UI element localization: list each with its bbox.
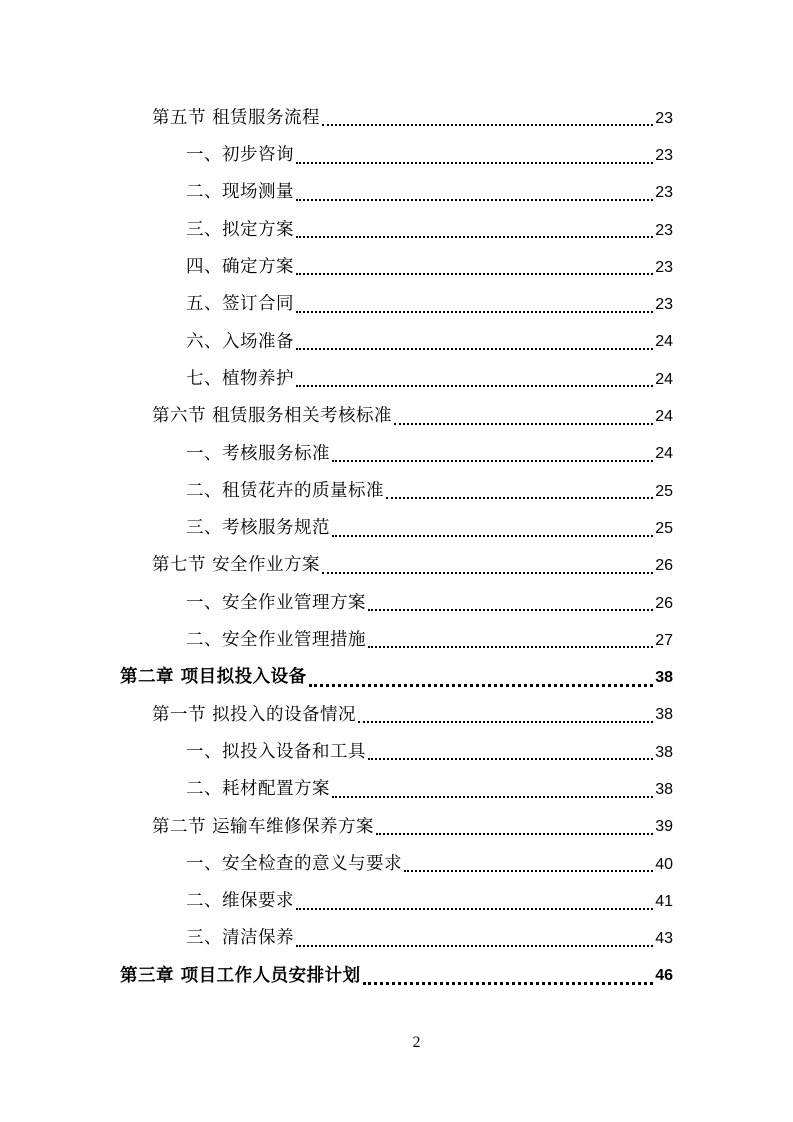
toc-entry-subsection[interactable]	[0, 771, 673, 808]
toc-dot-leader	[322, 571, 653, 574]
toc-entry-page: 24	[655, 445, 673, 463]
toc-entry-subsection[interactable]	[0, 212, 673, 249]
toc-dot-leader	[363, 981, 654, 985]
page-number: 2	[412, 1034, 421, 1051]
toc-entry-page: 27	[655, 631, 673, 649]
toc-entry-page: 40	[655, 855, 673, 873]
toc-dot-leader	[368, 608, 653, 611]
toc-entry-subsection[interactable]	[0, 286, 673, 323]
toc-entry-subsection[interactable]	[0, 510, 673, 547]
toc-entry-section[interactable]	[0, 398, 673, 435]
toc-entry-subsection[interactable]	[0, 175, 673, 212]
toc-entry-title: 第一节 拟投入的设备情况	[152, 704, 357, 725]
toc-entry-page: 39	[655, 818, 673, 836]
toc-dot-leader	[296, 235, 653, 238]
toc-entry-page: 43	[655, 930, 673, 948]
table-of-contents	[0, 100, 793, 995]
toc-entry-title: 三、清洁保养	[186, 928, 294, 949]
toc-dot-leader	[296, 161, 653, 164]
toc-entry-section[interactable]	[0, 548, 673, 585]
toc-dot-leader	[296, 347, 653, 350]
toc-entry-page: 24	[655, 408, 673, 426]
toc-entry-title: 二、租赁花卉的质量标准	[186, 480, 384, 501]
toc-dot-leader	[358, 720, 653, 723]
toc-entry-title: 一、安全检查的意义与要求	[186, 853, 402, 874]
toc-entry-title: 第三章 项目工作人员安排计划	[120, 965, 361, 986]
toc-entry-page: 23	[655, 109, 673, 127]
toc-entry-title: 第二节 运输车维修保养方案	[152, 816, 375, 837]
toc-entry-title: 第六节 租赁服务相关考核标准	[152, 406, 393, 427]
toc-dot-leader	[368, 645, 653, 648]
toc-entry-section[interactable]	[0, 809, 673, 846]
toc-entry-title: 六、入场准备	[186, 331, 294, 352]
toc-entry-subsection[interactable]	[0, 361, 673, 398]
toc-entry-page: 46	[655, 967, 673, 985]
toc-entry-title: 第二章 项目拟投入设备	[120, 667, 307, 688]
toc-entry-page: 23	[655, 184, 673, 202]
toc-entry-page: 24	[655, 333, 673, 351]
toc-entry-title: 七、植物养护	[186, 368, 294, 389]
toc-dot-leader	[332, 534, 653, 537]
toc-entry-page: 26	[655, 594, 673, 612]
toc-entry-subsection[interactable]	[0, 324, 673, 361]
toc-entry-page: 23	[655, 296, 673, 314]
toc-dot-leader	[296, 310, 653, 313]
toc-dot-leader	[296, 198, 653, 201]
toc-entry-subsection[interactable]	[0, 622, 673, 659]
toc-entry-title: 二、维保要求	[186, 891, 294, 912]
toc-entry-title: 二、安全作业管理措施	[186, 630, 366, 651]
toc-entry-page: 25	[655, 519, 673, 537]
toc-entry-subsection[interactable]	[0, 921, 673, 958]
toc-entry-page: 41	[655, 892, 673, 910]
toc-dot-leader	[296, 384, 653, 387]
toc-entry-page: 38	[655, 743, 673, 761]
toc-entry-title: 五、签订合同	[186, 294, 294, 315]
toc-entry-chapter[interactable]	[0, 659, 673, 696]
toc-entry-subsection[interactable]	[0, 473, 673, 510]
toc-entry-title: 二、现场测量	[186, 182, 294, 203]
toc-entry-subsection[interactable]	[0, 249, 673, 286]
toc-dot-leader	[386, 496, 653, 499]
toc-entry-page: 23	[655, 146, 673, 164]
toc-entry-subsection[interactable]	[0, 734, 673, 771]
toc-entry-title: 一、初步咨询	[186, 145, 294, 166]
toc-entry-subsection[interactable]	[0, 137, 673, 174]
toc-entry-page: 38	[655, 780, 673, 798]
toc-entry-subsection[interactable]	[0, 846, 673, 883]
toc-dot-leader	[332, 795, 653, 798]
toc-entry-page: 23	[655, 221, 673, 239]
toc-entry-title: 第七节 安全作业方案	[152, 555, 321, 576]
toc-entry-subsection[interactable]	[0, 883, 673, 920]
toc-entry-page: 23	[655, 258, 673, 276]
toc-dot-leader	[394, 422, 653, 425]
toc-dot-leader	[332, 459, 653, 462]
toc-entry-title: 一、考核服务标准	[186, 443, 330, 464]
toc-entry-page: 25	[655, 482, 673, 500]
toc-dot-leader	[368, 757, 653, 760]
toc-dot-leader	[296, 907, 653, 910]
toc-entry-title: 一、安全作业管理方案	[186, 592, 366, 613]
toc-dot-leader	[376, 832, 653, 835]
toc-entry-section[interactable]	[0, 100, 673, 137]
toc-entry-title: 二、耗材配置方案	[186, 779, 330, 800]
toc-dot-leader	[309, 683, 654, 687]
toc-dot-leader	[322, 123, 653, 126]
toc-entry-title: 四、确定方案	[186, 257, 294, 278]
toc-entry-page: 24	[655, 370, 673, 388]
toc-entry-page: 38	[655, 706, 673, 724]
toc-dot-leader	[296, 272, 653, 275]
toc-entry-title: 三、拟定方案	[186, 219, 294, 240]
toc-dot-leader	[296, 944, 653, 947]
toc-entry-subsection[interactable]	[0, 436, 673, 473]
toc-entry-page: 26	[655, 557, 673, 575]
toc-entry-title: 第五节 租赁服务流程	[152, 107, 321, 128]
toc-entry-title: 一、拟投入设备和工具	[186, 741, 366, 762]
toc-entry-chapter[interactable]	[0, 958, 673, 995]
toc-entry-subsection[interactable]	[0, 585, 673, 622]
toc-entry-section[interactable]	[0, 697, 673, 734]
toc-entry-title: 三、考核服务规范	[186, 518, 330, 539]
toc-dot-leader	[404, 869, 653, 872]
toc-entry-page: 38	[655, 669, 673, 687]
